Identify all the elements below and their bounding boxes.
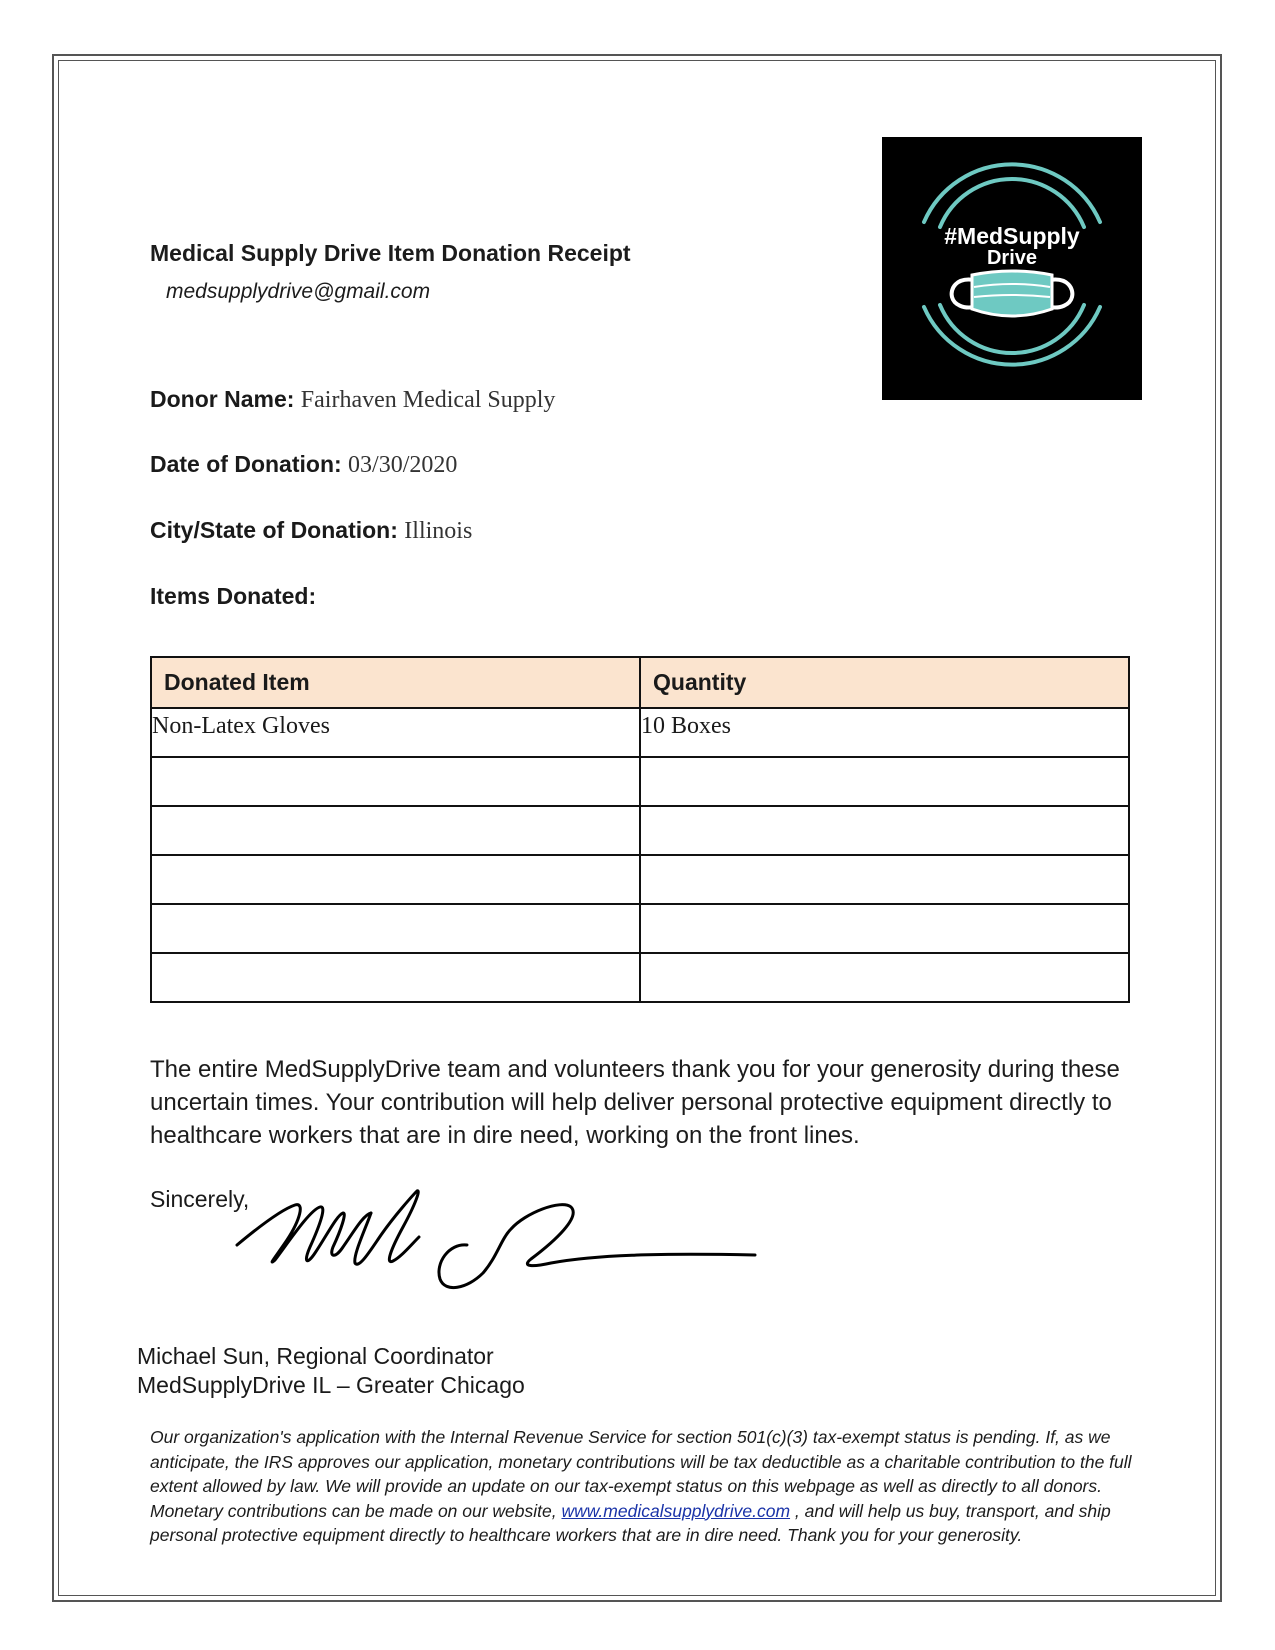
table-row: [151, 708, 1129, 757]
table-row: [151, 953, 1129, 1002]
quantity-cell: [640, 904, 1129, 953]
contact-email: medsupplydrive@gmail.com: [166, 280, 431, 303]
thank-you-paragraph: The entire MedSupplyDrive team and volunteers thank you for your generosity during these uncertain times. Your contribution will help deliver personal protective equipment directly to healthcare workers that are in dire need, working on the front lines.: [150, 1056, 1120, 1149]
donation-location-field: [150, 517, 472, 545]
header-donated-item: Donated Item: [151, 657, 640, 708]
item-cell: Non-Latex Gloves: [151, 708, 640, 757]
tax-disclaimer: [150, 1425, 1140, 1548]
table-row: [151, 806, 1129, 855]
donated-items-table: [150, 656, 1130, 1003]
donation-date-field: [150, 451, 457, 479]
donation-location-value: Illinois: [404, 518, 473, 544]
logo-line1: #MedSupply: [944, 223, 1080, 249]
quantity-cell: [640, 855, 1129, 904]
table-header-row: [151, 657, 1129, 708]
items-donated-label: Items Donated:: [150, 583, 317, 609]
item-cell: [151, 855, 640, 904]
website-link[interactable]: www.medicalsupplydrive.com: [561, 1500, 791, 1521]
item-cell: [151, 904, 640, 953]
table-row: [151, 904, 1129, 953]
closing-text: Sincerely,: [150, 1186, 250, 1212]
item-cell: [151, 757, 640, 806]
quantity-cell: 10 Boxes: [640, 708, 1129, 757]
table-row: [151, 757, 1129, 806]
medsupplydrive-logo: [882, 137, 1142, 400]
signer-organization: MedSupplyDrive IL – Greater Chicago: [137, 1372, 525, 1398]
disclaimer-text-before: Our organization's application with the Internal Revenue Service for section 501(c)(3) tax-exempt status is pending. If, as we anticipate, the IRS approves our application, monetary contributions will be tax deductible as a charitable contribution to the full extent allowed by law. We will provide an update on our tax-exempt status on this webpage as well as directly to all donors. Monetary contributions can be made on our website,: [150, 1427, 1132, 1521]
quantity-cell: [640, 757, 1129, 806]
face-mask-icon: [952, 271, 1073, 316]
item-cell: [151, 953, 640, 1002]
header-quantity: Quantity: [640, 657, 1129, 708]
signer-block: [137, 1342, 525, 1400]
donor-name-value: Fairhaven Medical Supply: [300, 387, 556, 413]
quantity-cell: [640, 953, 1129, 1002]
donor-name-field: [150, 386, 555, 414]
signer-name: Michael Sun, Regional Coordinator: [137, 1343, 494, 1369]
donor-name-label: Donor Name:: [150, 386, 295, 412]
items-donated-heading: [150, 583, 316, 610]
donation-location-label: City/State of Donation:: [150, 517, 398, 543]
handwritten-signature: [235, 1185, 795, 1320]
item-cell: [151, 806, 640, 855]
logo-line2: Drive: [986, 247, 1038, 269]
quantity-cell: [640, 806, 1129, 855]
donation-date-value: 03/30/2020: [348, 452, 458, 478]
disclaimer-text-after: , and will help us buy, transport, and ship personal protective equipment directly to healthcare workers that are in dire need. Thank you for your generosity.: [150, 1500, 1111, 1545]
donation-date-label: Date of Donation:: [150, 451, 342, 477]
table-row: [151, 855, 1129, 904]
receipt-title: Medical Supply Drive Item Donation Receipt: [150, 240, 631, 266]
